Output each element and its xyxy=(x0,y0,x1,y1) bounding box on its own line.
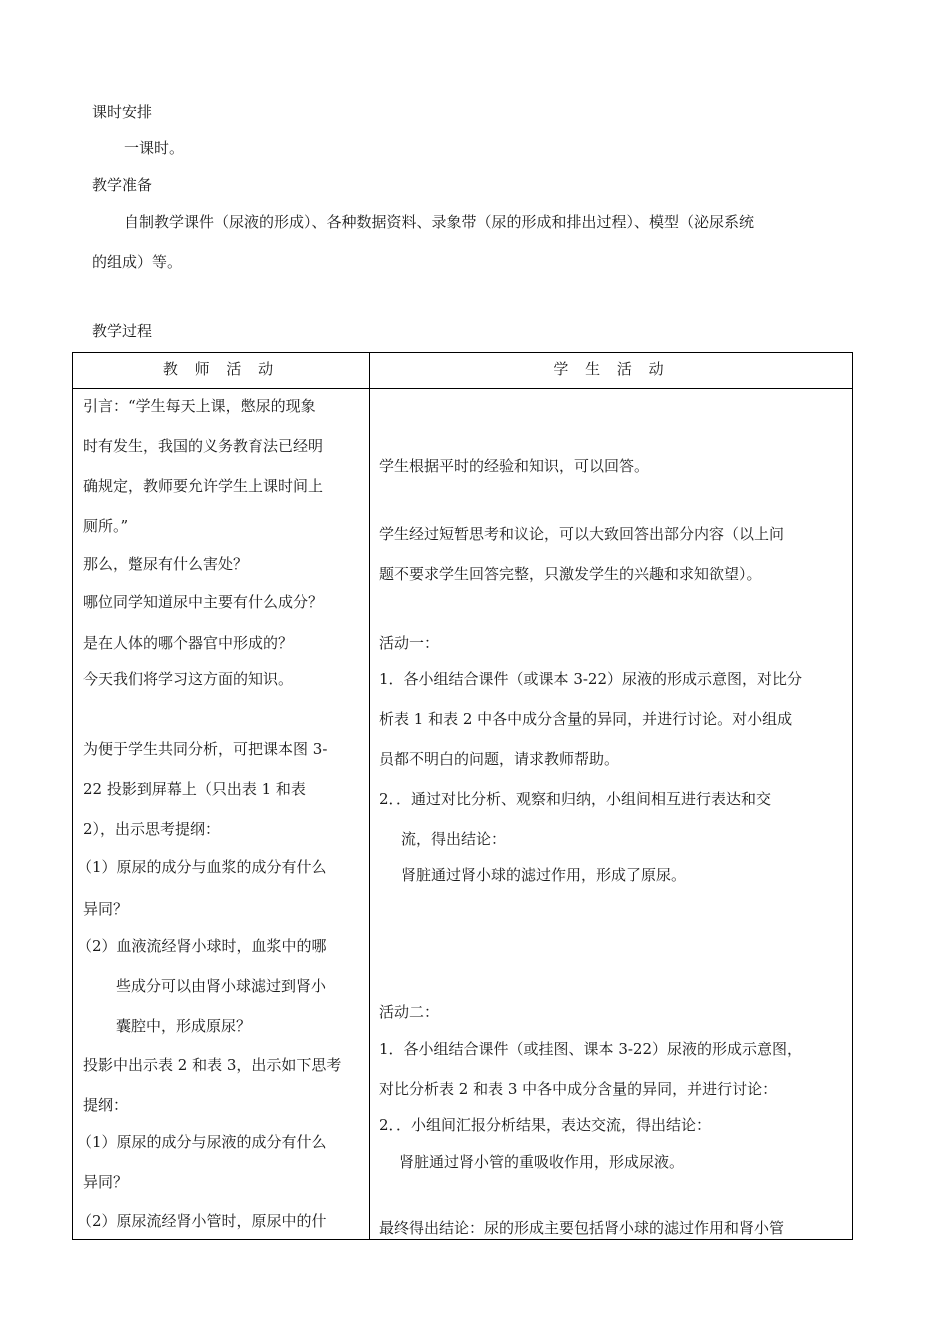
teacher-line: 为便于学生共同分析，可把课本图 3- xyxy=(83,740,328,758)
teacher-line: 些成分可以由肾小球滤过到肾小 xyxy=(116,977,327,995)
student-line: 1．各小组结合课件（或挂图、课本 3-22）尿液的形成示意图， xyxy=(379,1040,803,1058)
student-line: 活动一： xyxy=(379,634,440,652)
student-line: 流，得出结论： xyxy=(401,830,507,848)
student-line: 题不要求学生回答完整，只激发学生的兴趣和求知欲望）。 xyxy=(379,565,762,583)
teacher-line: 厕所。” xyxy=(83,517,129,535)
student-line: 1．各小组结合课件（或课本 3-22）尿液的形成示意图，对比分 xyxy=(379,670,803,688)
teacher-line: 异同？ xyxy=(83,900,129,918)
lesson-hours-heading: 课时安排 xyxy=(92,103,153,121)
student-line: 最终得出结论：尿的形成主要包括肾小球的滤过作用和肾小管 xyxy=(379,1219,785,1237)
student-activity-header: 学 生 活 动 xyxy=(553,360,670,378)
teacher-line: 引言：“学生每天上课，憋尿的现象 xyxy=(83,397,316,415)
header-divider xyxy=(73,388,852,389)
teacher-line: （1）原尿的成分与血浆的成分有什么 xyxy=(77,858,327,876)
preparation-text-line-1: 自制教学课件（尿液的形成）、各种数据资料、录象带（尿的形成和排出过程）、模型（泌尿系统 xyxy=(124,213,755,231)
teacher-line: 22 投影到屏幕上（只出表 1 和表 xyxy=(83,780,306,798)
student-line: 析表 1 和表 2 中各中成分含量的异同，并进行讨论。对小组成 xyxy=(379,710,793,728)
teacher-line: 那么，蹩尿有什么害处？ xyxy=(83,555,249,573)
column-divider xyxy=(369,353,370,1239)
teacher-line: （2）原尿流经肾小管时，原尿中的什 xyxy=(77,1212,327,1230)
teacher-line: 确规定，教师要允许学生上课时间上 xyxy=(83,477,324,495)
preparation-heading: 教学准备 xyxy=(92,176,153,194)
teacher-line: 投影中出示表 2 和表 3，出示如下思考 xyxy=(83,1056,342,1074)
student-line: 肾脏通过肾小管的重吸收作用，形成尿液。 xyxy=(399,1153,685,1171)
student-line: 活动二： xyxy=(379,1003,440,1021)
teacher-line: （2）血液流经肾小球时，血浆中的哪 xyxy=(77,937,327,955)
teacher-line: 时有发生，我国的义务教育法已经明 xyxy=(83,437,324,455)
process-heading: 教学过程 xyxy=(92,322,153,340)
student-line: 肾脏通过肾小球的滤过作用，形成了原尿。 xyxy=(401,866,687,884)
student-line: 学生经过短暂思考和议论，可以大致回答出部分内容（以上问 xyxy=(379,525,785,543)
teacher-line: 哪位同学知道尿中主要有什么成分？ xyxy=(83,593,324,611)
teacher-line: 囊腔中，形成原尿？ xyxy=(116,1017,252,1035)
student-line: 学生根据平时的经验和知识，可以回答。 xyxy=(379,457,650,475)
teacher-line: 是在人体的哪个器官中形成的？ xyxy=(83,634,294,652)
student-line: 对比分析表 2 和表 3 中各中成分含量的异同，并进行讨论： xyxy=(379,1080,778,1098)
teacher-activity-header: 教 师 活 动 xyxy=(162,360,280,378)
teacher-line: （1）原尿的成分与尿液的成分有什么 xyxy=(77,1133,327,1151)
teacher-line: 异同？ xyxy=(83,1173,129,1191)
teaching-process-table xyxy=(72,352,853,1240)
preparation-text-line-2: 的组成）等。 xyxy=(92,253,183,271)
student-line: 员都不明白的问题，请求教师帮助。 xyxy=(379,750,620,768)
teacher-line: 今天我们将学习这方面的知识。 xyxy=(83,670,294,688)
lesson-hours-text: 一课时。 xyxy=(124,139,185,157)
student-line: 2．．小组间汇报分析结果，表达交流，得出结论： xyxy=(379,1116,712,1134)
student-line: 2．．通过对比分析、观察和归纳，小组间相互进行表达和交 xyxy=(379,790,772,808)
teacher-line: 2），出示思考提纲： xyxy=(83,820,221,838)
teacher-line: 提纲： xyxy=(83,1096,129,1114)
